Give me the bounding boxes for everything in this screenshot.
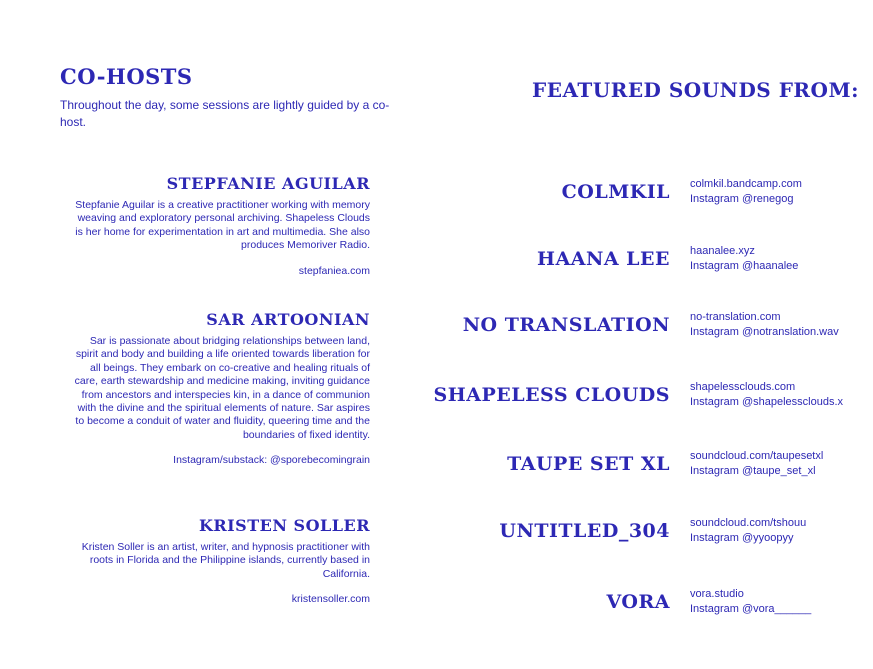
sound-instagram-link[interactable]: Instagram @renegog — [690, 192, 794, 205]
featured-sounds-title: FEATURED SOUNDS FROM: — [532, 78, 859, 102]
sound-instagram-link[interactable]: Instagram @haanalee — [690, 259, 799, 272]
sound-haana-lee — [440, 244, 860, 284]
sound-name: COLMKIL — [561, 181, 670, 203]
cohost-name: KRISTEN SOLLER — [198, 516, 370, 535]
sound-info — [690, 516, 806, 545]
cohost-bio: Kristen Soller is an artist, writer, and hypnosis practitioner with roots in Florida and the Philippine islands, currently based in California. — [81, 541, 370, 580]
sound-name: NO TRANSLATION — [462, 314, 670, 336]
cohost-bio: Stepfanie Aguilar is a creative practitioner working with memory weaving and exploratory personal archiving. Shapeless Clouds is her home for experimentation in art and multimedia. She also produces Memoriver Radio. — [75, 199, 370, 252]
sound-name: HAANA LEE — [537, 248, 670, 270]
cohost-link[interactable]: Instagram/substack: @sporebecomingrain — [173, 454, 370, 467]
sound-info — [690, 177, 802, 206]
sound-instagram-link[interactable]: Instagram @yyoopyy — [690, 531, 794, 544]
sound-site-link[interactable]: colmkil.bandcamp.com — [690, 178, 802, 190]
sound-instagram-link[interactable]: Instagram @taupe_set_xl — [690, 464, 816, 477]
sound-site-link[interactable]: soundcloud.com/tshouu — [690, 517, 807, 529]
cohost-stepfanie-aguilar — [70, 174, 370, 278]
cohost-sar-artoonian — [70, 310, 370, 468]
sound-instagram-link[interactable]: Instagram @notranslation.wav — [690, 325, 839, 338]
sound-name: VORA — [606, 591, 670, 613]
sound-name: TAUPE SET XL — [507, 453, 670, 475]
cohost-name: STEPFANIE AGUILAR — [166, 174, 370, 193]
sound-vora — [440, 587, 860, 627]
cohost-kristen-soller — [70, 516, 370, 607]
cohost-link[interactable]: stepfaniea.com — [298, 264, 370, 277]
sound-taupe-set-xl — [440, 449, 860, 489]
sound-info — [690, 310, 839, 339]
sound-site-link[interactable]: shapelessclouds.com — [690, 381, 796, 393]
sound-name: SHAPELESS CLOUDS — [433, 384, 670, 406]
sound-site-link[interactable]: vora.studio — [690, 588, 744, 600]
sound-instagram-link[interactable]: Instagram @vora______ — [690, 602, 812, 615]
sound-info — [690, 380, 843, 409]
sound-untitled-304 — [440, 516, 860, 556]
cohost-name: SAR ARTOONIAN — [206, 310, 370, 329]
sound-info — [690, 587, 811, 616]
sound-site-link[interactable]: soundcloud.com/taupesetxl — [690, 450, 824, 462]
sound-name: UNTITLED_304 — [499, 520, 670, 542]
sound-instagram-link[interactable]: Instagram @shapelessclouds.x — [690, 395, 844, 408]
sound-colmkil — [440, 177, 860, 217]
cohost-link[interactable]: kristensoller.com — [291, 593, 370, 606]
sound-site-link[interactable]: haanalee.xyz — [690, 245, 755, 257]
sound-no-translation — [440, 310, 860, 350]
sound-info — [690, 244, 798, 273]
cohosts-title: CO-HOSTS — [60, 64, 193, 89]
cohosts-intro: Throughout the day, some sessions are lightly guided by a co-host. — [60, 98, 390, 129]
cohost-bio: Sar is passionate about bridging relationships between land, spirit and body and building a life oriented towards liberation for all beings. They embark on co-creative and healing rituals of care, earth stewardship and medicine making, inviting guidance from ancestors and interspecies kin, in a dance of communion with the divine and the spiritual elements of nature. Sar aspires to become a conduit of water and fluidity, queering time and the boundaries of fixed identity. — [74, 335, 370, 441]
sound-shapeless-clouds — [433, 380, 860, 420]
sound-site-link[interactable]: no-translation.com — [690, 311, 781, 323]
sound-info — [690, 449, 823, 478]
